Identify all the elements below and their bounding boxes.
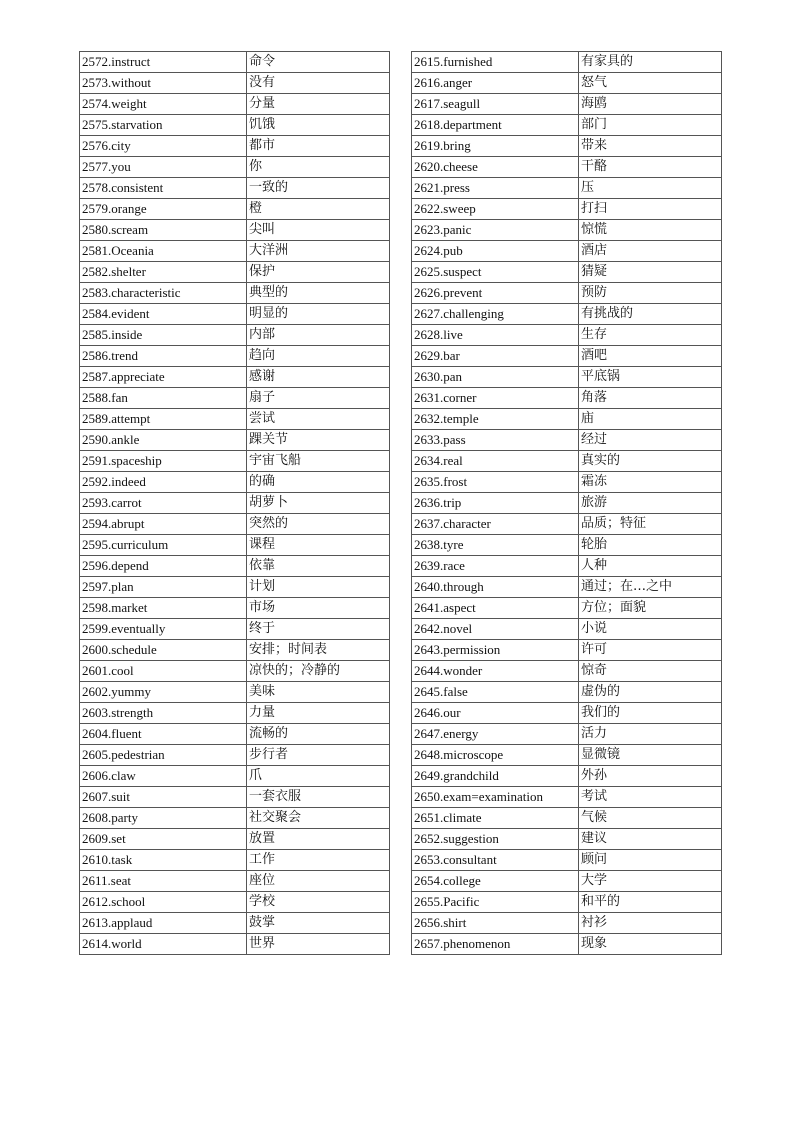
word-cell: 2625.suspect <box>412 262 579 283</box>
table-row <box>80 850 390 871</box>
word-cell: 2591.spaceship <box>80 451 247 472</box>
meaning-cell: 我们的 <box>579 703 722 724</box>
meaning-cell: 步行者 <box>247 745 390 766</box>
meaning-cell: 放置 <box>247 829 390 850</box>
word-cell: 2628.live <box>412 325 579 346</box>
word-cell: 2649.grandchild <box>412 766 579 787</box>
table-row <box>412 325 722 346</box>
meaning-cell: 美味 <box>247 682 390 703</box>
table-row <box>412 745 722 766</box>
table-row <box>80 94 390 115</box>
table-row <box>412 178 722 199</box>
word-cell: 2599.eventually <box>80 619 247 640</box>
word-cell: 2616.anger <box>412 73 579 94</box>
word-cell: 2600.schedule <box>80 640 247 661</box>
meaning-cell: 世界 <box>247 934 390 955</box>
table-row <box>80 640 390 661</box>
table-row <box>412 241 722 262</box>
table-row <box>412 661 722 682</box>
meaning-cell: 预防 <box>579 283 722 304</box>
word-cell: 2573.without <box>80 73 247 94</box>
meaning-cell: 打扫 <box>579 199 722 220</box>
meaning-cell: 通过；在…之中 <box>579 577 722 598</box>
meaning-cell: 饥饿 <box>247 115 390 136</box>
word-cell: 2642.novel <box>412 619 579 640</box>
word-cell: 2617.seagull <box>412 94 579 115</box>
meaning-cell: 橙 <box>247 199 390 220</box>
table-row <box>412 682 722 703</box>
table-row <box>80 787 390 808</box>
word-cell: 2623.panic <box>412 220 579 241</box>
table-row <box>412 52 722 73</box>
table-row <box>412 640 722 661</box>
meaning-cell: 和平的 <box>579 892 722 913</box>
meaning-cell: 真实的 <box>579 451 722 472</box>
table-row <box>412 346 722 367</box>
word-cell: 2643.permission <box>412 640 579 661</box>
meaning-cell: 流畅的 <box>247 724 390 745</box>
meaning-cell: 座位 <box>247 871 390 892</box>
word-cell: 2596.depend <box>80 556 247 577</box>
word-cell: 2631.corner <box>412 388 579 409</box>
table-row <box>412 808 722 829</box>
meaning-cell: 现象 <box>579 934 722 955</box>
word-cell: 2622.sweep <box>412 199 579 220</box>
meaning-cell: 气候 <box>579 808 722 829</box>
table-row <box>80 388 390 409</box>
word-cell: 2589.attempt <box>80 409 247 430</box>
table-row <box>80 199 390 220</box>
word-cell: 2606.claw <box>80 766 247 787</box>
meaning-cell: 惊奇 <box>579 661 722 682</box>
table-row <box>80 577 390 598</box>
table-row <box>412 514 722 535</box>
table-row <box>80 703 390 724</box>
meaning-cell: 突然的 <box>247 514 390 535</box>
table-row <box>412 115 722 136</box>
meaning-cell: 工作 <box>247 850 390 871</box>
table-row <box>80 283 390 304</box>
meaning-cell: 霜冻 <box>579 472 722 493</box>
table-row <box>412 724 722 745</box>
meaning-cell: 典型的 <box>247 283 390 304</box>
meaning-cell: 市场 <box>247 598 390 619</box>
word-cell: 2630.pan <box>412 367 579 388</box>
word-cell: 2644.wonder <box>412 661 579 682</box>
table-row <box>80 661 390 682</box>
word-cell: 2611.seat <box>80 871 247 892</box>
table-row <box>80 724 390 745</box>
meaning-cell: 衬衫 <box>579 913 722 934</box>
meaning-cell: 角落 <box>579 388 722 409</box>
table-row <box>412 703 722 724</box>
word-cell: 2614.world <box>80 934 247 955</box>
word-cell: 2654.college <box>412 871 579 892</box>
table-row <box>80 409 390 430</box>
meaning-cell: 有挑战的 <box>579 304 722 325</box>
meaning-cell: 的确 <box>247 472 390 493</box>
word-cell: 2648.microscope <box>412 745 579 766</box>
meaning-cell: 顾问 <box>579 850 722 871</box>
table-row <box>80 367 390 388</box>
word-cell: 2587.appreciate <box>80 367 247 388</box>
table-row <box>80 535 390 556</box>
meaning-cell: 课程 <box>247 535 390 556</box>
word-cell: 2638.tyre <box>412 535 579 556</box>
word-cell: 2615.furnished <box>412 52 579 73</box>
table-row <box>80 892 390 913</box>
word-cell: 2605.pedestrian <box>80 745 247 766</box>
table-row <box>412 367 722 388</box>
meaning-cell: 庙 <box>579 409 722 430</box>
word-cell: 2646.our <box>412 703 579 724</box>
table-row <box>80 220 390 241</box>
word-cell: 2578.consistent <box>80 178 247 199</box>
vocab-table-right <box>411 51 722 955</box>
meaning-cell: 趋向 <box>247 346 390 367</box>
vocab-table-left <box>79 51 390 955</box>
meaning-cell: 考试 <box>579 787 722 808</box>
table-row <box>412 136 722 157</box>
table-row <box>412 766 722 787</box>
word-cell: 2645.false <box>412 682 579 703</box>
meaning-cell: 外孙 <box>579 766 722 787</box>
word-cell: 2647.energy <box>412 724 579 745</box>
word-cell: 2593.carrot <box>80 493 247 514</box>
table-row <box>80 808 390 829</box>
word-cell: 2603.strength <box>80 703 247 724</box>
table-row <box>80 157 390 178</box>
word-cell: 2572.instruct <box>80 52 247 73</box>
meaning-cell: 尝试 <box>247 409 390 430</box>
word-cell: 2627.challenging <box>412 304 579 325</box>
meaning-cell: 大学 <box>579 871 722 892</box>
meaning-cell: 内部 <box>247 325 390 346</box>
table-row <box>80 556 390 577</box>
table-row <box>412 430 722 451</box>
table-row <box>80 346 390 367</box>
meaning-cell: 猜疑 <box>579 262 722 283</box>
meaning-cell: 怒气 <box>579 73 722 94</box>
table-row <box>412 94 722 115</box>
meaning-cell: 一致的 <box>247 178 390 199</box>
word-cell: 2636.trip <box>412 493 579 514</box>
word-cell: 2634.real <box>412 451 579 472</box>
meaning-cell: 干酪 <box>579 157 722 178</box>
table-row <box>412 934 722 955</box>
meaning-cell: 轮胎 <box>579 535 722 556</box>
table-row <box>412 262 722 283</box>
meaning-cell: 感谢 <box>247 367 390 388</box>
word-cell: 2632.temple <box>412 409 579 430</box>
word-cell: 2635.frost <box>412 472 579 493</box>
table-row <box>412 73 722 94</box>
word-cell: 2574.weight <box>80 94 247 115</box>
vocab-table-right-body <box>412 52 722 955</box>
table-row <box>412 556 722 577</box>
table-row <box>80 241 390 262</box>
table-row <box>80 871 390 892</box>
word-cell: 2598.market <box>80 598 247 619</box>
table-row <box>412 619 722 640</box>
meaning-cell: 活力 <box>579 724 722 745</box>
meaning-cell: 旅游 <box>579 493 722 514</box>
meaning-cell: 许可 <box>579 640 722 661</box>
word-cell: 2585.inside <box>80 325 247 346</box>
meaning-cell: 胡萝卜 <box>247 493 390 514</box>
word-cell: 2619.bring <box>412 136 579 157</box>
meaning-cell: 都市 <box>247 136 390 157</box>
word-cell: 2655.Pacific <box>412 892 579 913</box>
word-cell: 2579.orange <box>80 199 247 220</box>
meaning-cell: 鼓掌 <box>247 913 390 934</box>
meaning-cell: 海鸥 <box>579 94 722 115</box>
meaning-cell: 社交聚会 <box>247 808 390 829</box>
table-row <box>412 829 722 850</box>
word-cell: 2607.suit <box>80 787 247 808</box>
table-row <box>412 871 722 892</box>
meaning-cell: 经过 <box>579 430 722 451</box>
meaning-cell: 大洋洲 <box>247 241 390 262</box>
meaning-cell: 人种 <box>579 556 722 577</box>
word-cell: 2590.ankle <box>80 430 247 451</box>
table-row <box>80 262 390 283</box>
meaning-cell: 爪 <box>247 766 390 787</box>
word-cell: 2577.you <box>80 157 247 178</box>
meaning-cell: 品质；特征 <box>579 514 722 535</box>
meaning-cell: 没有 <box>247 73 390 94</box>
word-cell: 2612.school <box>80 892 247 913</box>
meaning-cell: 显微镜 <box>579 745 722 766</box>
meaning-cell: 依靠 <box>247 556 390 577</box>
table-row <box>80 619 390 640</box>
word-cell: 2575.starvation <box>80 115 247 136</box>
meaning-cell: 计划 <box>247 577 390 598</box>
word-cell: 2639.race <box>412 556 579 577</box>
word-cell: 2633.pass <box>412 430 579 451</box>
table-row <box>412 199 722 220</box>
word-cell: 2618.department <box>412 115 579 136</box>
meaning-cell: 宇宙飞船 <box>247 451 390 472</box>
meaning-cell: 酒吧 <box>579 346 722 367</box>
meaning-cell: 尖叫 <box>247 220 390 241</box>
table-row <box>80 178 390 199</box>
word-cell: 2629.bar <box>412 346 579 367</box>
meaning-cell: 平底锅 <box>579 367 722 388</box>
word-cell: 2594.abrupt <box>80 514 247 535</box>
table-row <box>80 514 390 535</box>
word-cell: 2657.phenomenon <box>412 934 579 955</box>
table-row <box>412 409 722 430</box>
word-cell: 2640.through <box>412 577 579 598</box>
meaning-cell: 部门 <box>579 115 722 136</box>
table-row <box>412 535 722 556</box>
word-cell: 2588.fan <box>80 388 247 409</box>
word-cell: 2610.task <box>80 850 247 871</box>
table-row <box>80 325 390 346</box>
table-row <box>80 115 390 136</box>
word-cell: 2580.scream <box>80 220 247 241</box>
word-cell: 2602.yummy <box>80 682 247 703</box>
word-cell: 2652.suggestion <box>412 829 579 850</box>
table-row <box>412 157 722 178</box>
table-row <box>412 598 722 619</box>
meaning-cell: 学校 <box>247 892 390 913</box>
table-row <box>412 220 722 241</box>
table-row <box>80 598 390 619</box>
word-cell: 2650.exam=examination <box>412 787 579 808</box>
meaning-cell: 一套衣服 <box>247 787 390 808</box>
table-row <box>412 304 722 325</box>
word-cell: 2601.cool <box>80 661 247 682</box>
table-row <box>412 493 722 514</box>
word-cell: 2653.consultant <box>412 850 579 871</box>
meaning-cell: 惊慌 <box>579 220 722 241</box>
word-cell: 2609.set <box>80 829 247 850</box>
meaning-cell: 分量 <box>247 94 390 115</box>
meaning-cell: 保护 <box>247 262 390 283</box>
word-cell: 2656.shirt <box>412 913 579 934</box>
meaning-cell: 虚伪的 <box>579 682 722 703</box>
meaning-cell: 扇子 <box>247 388 390 409</box>
table-row <box>412 892 722 913</box>
table-row <box>80 451 390 472</box>
meaning-cell: 凉快的；冷静的 <box>247 661 390 682</box>
meaning-cell: 你 <box>247 157 390 178</box>
word-cell: 2576.city <box>80 136 247 157</box>
word-cell: 2613.applaud <box>80 913 247 934</box>
word-cell: 2608.party <box>80 808 247 829</box>
table-row <box>80 472 390 493</box>
word-cell: 2621.press <box>412 178 579 199</box>
table-row <box>80 682 390 703</box>
table-row <box>412 283 722 304</box>
meaning-cell: 生存 <box>579 325 722 346</box>
word-cell: 2584.evident <box>80 304 247 325</box>
meaning-cell: 力量 <box>247 703 390 724</box>
table-row <box>412 787 722 808</box>
meaning-cell: 方位；面貌 <box>579 598 722 619</box>
table-row <box>412 388 722 409</box>
table-row <box>80 745 390 766</box>
table-row <box>80 73 390 94</box>
meaning-cell: 小说 <box>579 619 722 640</box>
word-cell: 2592.indeed <box>80 472 247 493</box>
table-row <box>80 52 390 73</box>
word-cell: 2626.prevent <box>412 283 579 304</box>
meaning-cell: 明显的 <box>247 304 390 325</box>
word-cell: 2583.characteristic <box>80 283 247 304</box>
table-row <box>80 934 390 955</box>
meaning-cell: 建议 <box>579 829 722 850</box>
word-cell: 2581.Oceania <box>80 241 247 262</box>
meaning-cell: 命令 <box>247 52 390 73</box>
vocab-table-left-body <box>80 52 390 955</box>
meaning-cell: 踝关节 <box>247 430 390 451</box>
word-cell: 2620.cheese <box>412 157 579 178</box>
meaning-cell: 带来 <box>579 136 722 157</box>
meaning-cell: 酒店 <box>579 241 722 262</box>
table-row <box>412 850 722 871</box>
table-row <box>412 451 722 472</box>
table-row <box>80 304 390 325</box>
word-cell: 2597.plan <box>80 577 247 598</box>
table-row <box>80 766 390 787</box>
word-cell: 2641.aspect <box>412 598 579 619</box>
word-cell: 2624.pub <box>412 241 579 262</box>
table-row <box>80 430 390 451</box>
meaning-cell: 安排；时间表 <box>247 640 390 661</box>
word-cell: 2582.shelter <box>80 262 247 283</box>
meaning-cell: 有家具的 <box>579 52 722 73</box>
word-cell: 2586.trend <box>80 346 247 367</box>
word-cell: 2604.fluent <box>80 724 247 745</box>
table-row <box>412 472 722 493</box>
table-row <box>412 913 722 934</box>
table-row <box>412 577 722 598</box>
table-row <box>80 829 390 850</box>
word-cell: 2595.curriculum <box>80 535 247 556</box>
table-row <box>80 493 390 514</box>
meaning-cell: 终于 <box>247 619 390 640</box>
word-cell: 2651.climate <box>412 808 579 829</box>
meaning-cell: 压 <box>579 178 722 199</box>
table-row <box>80 913 390 934</box>
table-row <box>80 136 390 157</box>
word-cell: 2637.character <box>412 514 579 535</box>
